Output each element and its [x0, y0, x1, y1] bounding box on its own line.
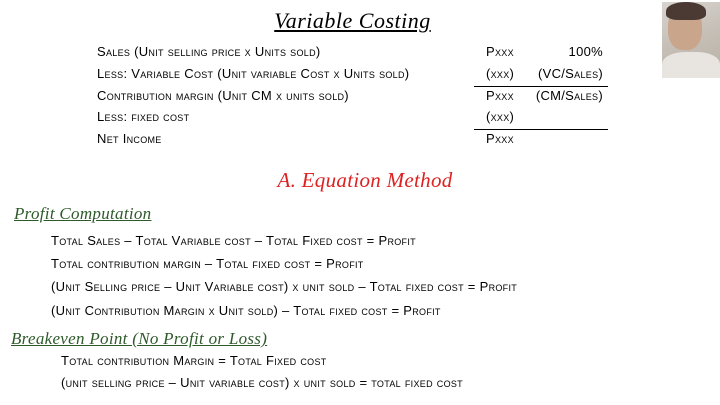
statement-row-variable-cost — [97, 66, 409, 81]
breakeven-equation: Total contribution Margin = Total Fixed cost — [61, 353, 327, 368]
presenter-body — [662, 52, 720, 78]
statement-ratio: 100% — [568, 44, 603, 59]
breakeven-equation: (unit selling price – Unit variable cost) x unit sold = total fixed cost — [61, 375, 463, 390]
statement-value: (xxx) — [486, 66, 515, 81]
breakeven-heading: Breakeven Point (No Profit or Loss) — [11, 329, 268, 348]
slide-title: Variable Costing — [274, 8, 431, 33]
statement-value: Pxxx — [486, 44, 514, 59]
statement-label: Net Income — [97, 131, 162, 146]
statement-label: Contribution margin (Unit CM x units sold) — [97, 88, 349, 103]
statement-row-fixed-cost — [97, 109, 189, 124]
total-rule — [474, 129, 608, 130]
statement-value: Pxxx — [486, 131, 514, 146]
statement-ratio: (CM/Sales) — [535, 88, 603, 103]
statement-row-sales — [97, 44, 321, 59]
statement-ratio: (VC/Sales) — [537, 66, 603, 81]
statement-row-contribution-margin — [97, 88, 349, 103]
method-title: A. Equation Method — [277, 168, 453, 192]
profit-equation: Total contribution margin – Total fixed cost = Profit — [51, 256, 364, 271]
profit-equation: (Unit Selling price – Unit Variable cost) x unit sold – Total fixed cost = Profit — [51, 279, 518, 294]
profit-equation: (Unit Contribution Margin x Unit sold) – Total fixed cost = Profit — [51, 303, 441, 318]
statement-label: Less: fixed cost — [97, 109, 190, 124]
profit-equation: Total Sales – Total Variable cost – Total Fixed cost = Profit — [51, 233, 416, 248]
presenter-webcam-thumbnail — [662, 2, 720, 78]
statement-row-net-income — [97, 131, 162, 146]
statement-label: Sales (Unit selling price x Units sold) — [97, 44, 321, 59]
subtotal-rule — [474, 86, 608, 87]
statement-label: Less: Variable Cost (Unit variable Cost x Units sold) — [97, 66, 410, 81]
statement-value: Pxxx — [486, 88, 514, 103]
statement-value: (xxx) — [486, 109, 515, 124]
presenter-hair — [666, 2, 706, 20]
profit-heading: Profit Computation — [14, 204, 152, 223]
